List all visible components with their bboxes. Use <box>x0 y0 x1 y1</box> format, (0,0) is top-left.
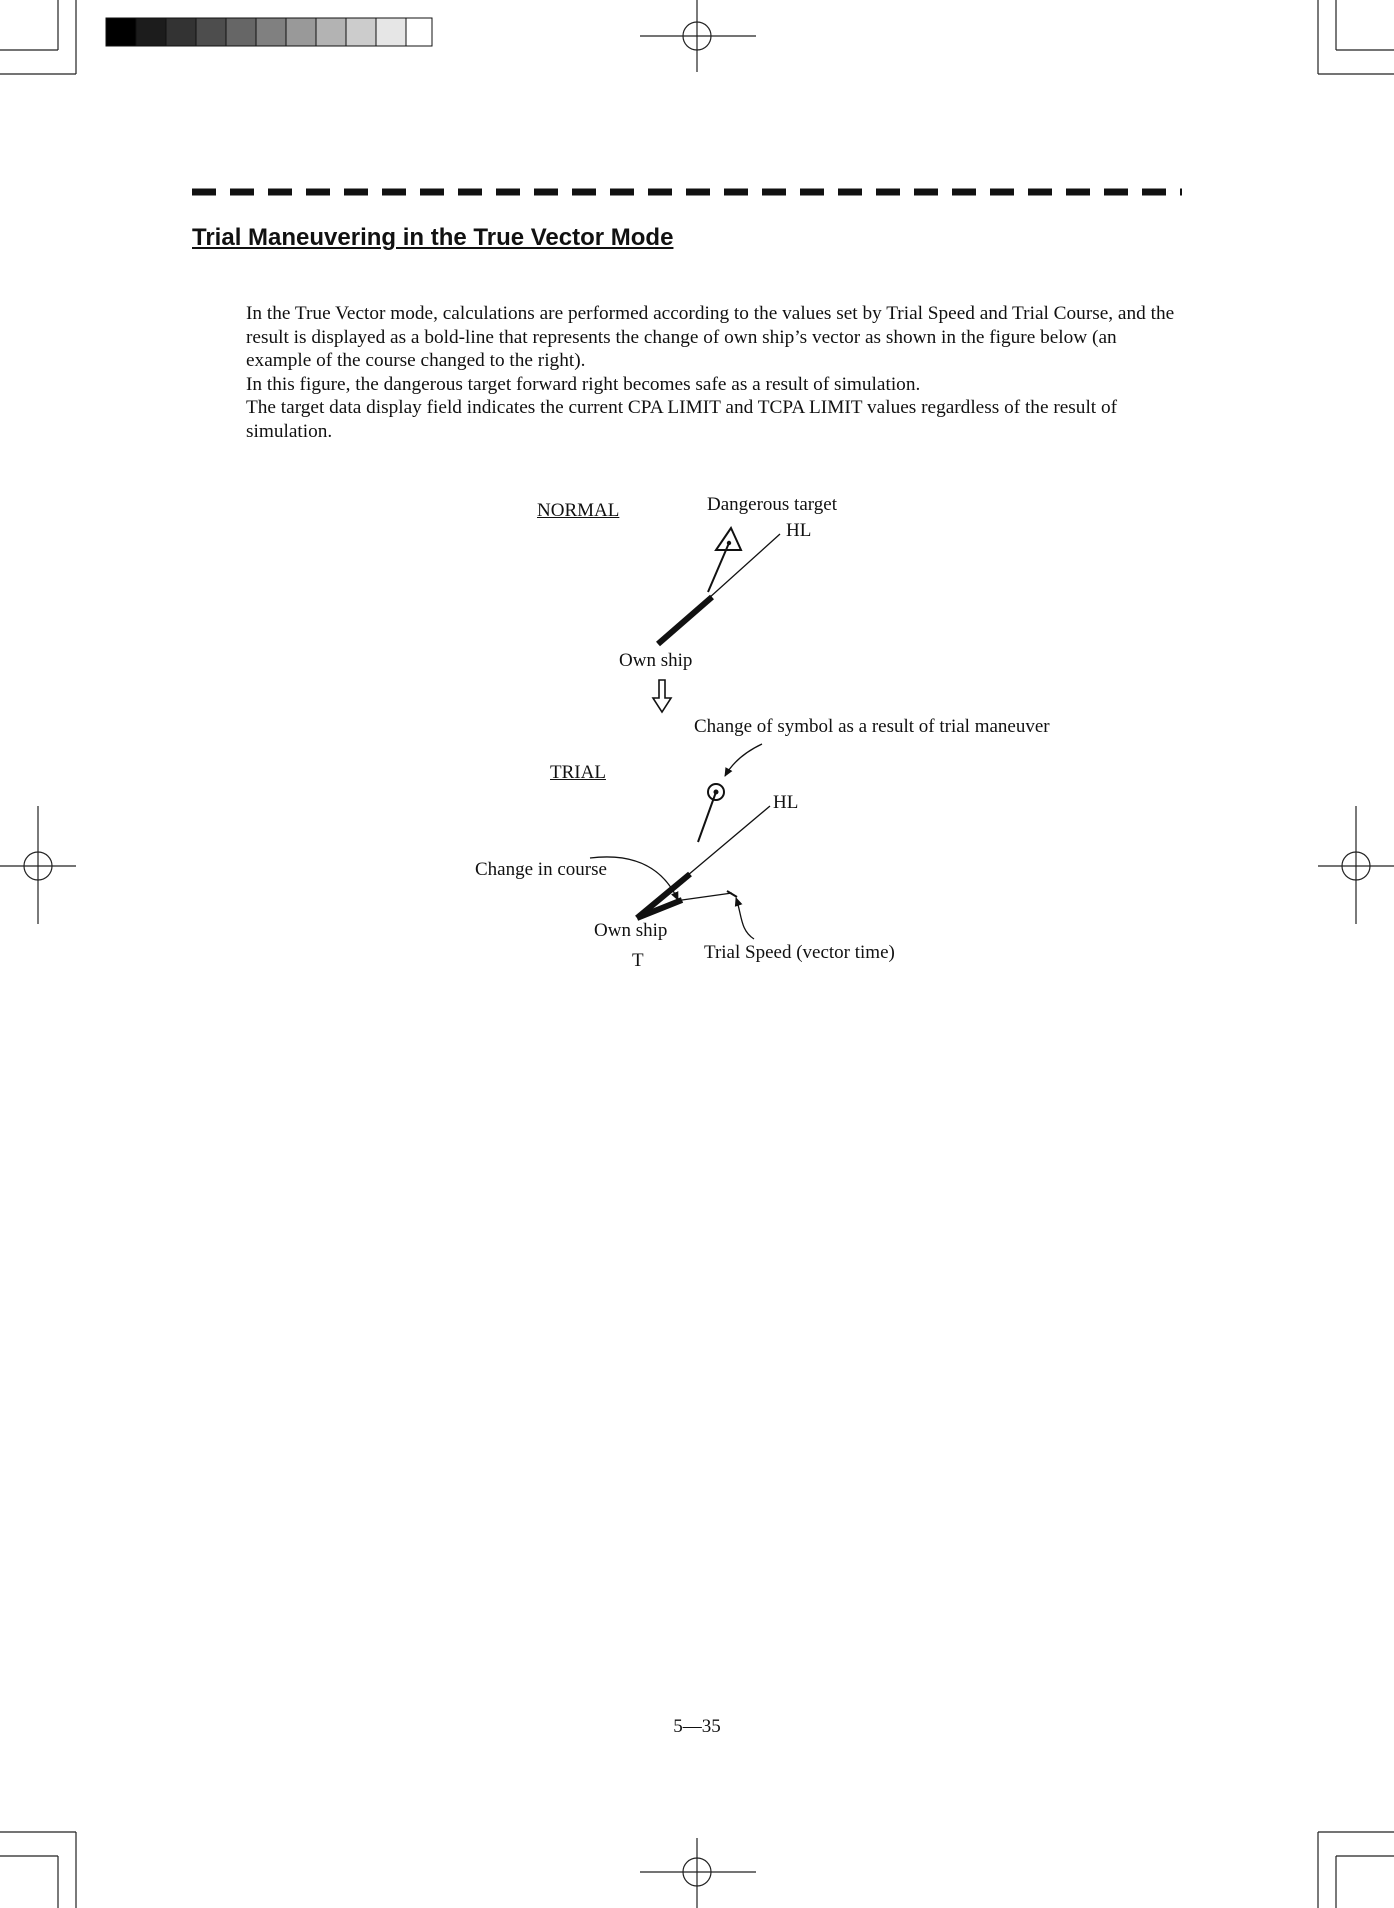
own-ship-label: Own ship <box>619 650 693 671</box>
trial-mode-label: TRIAL <box>550 762 606 783</box>
own-ship-label: Own ship <box>594 920 668 941</box>
symbol-change-label: Change of symbol as a result of trial maneuver <box>694 716 1050 737</box>
dangerous-target-label: Dangerous target <box>707 494 837 515</box>
trial-speed-vector <box>682 893 732 900</box>
hl-label: HL <box>786 520 812 541</box>
symbol-change-leader <box>725 744 762 776</box>
paragraph: In this figure, the dangerous target forward right becomes safe as a result of simulation. <box>246 373 921 395</box>
own-ship-vector <box>637 874 690 918</box>
trial-diagram <box>590 744 770 939</box>
paragraph: The target data display field indicates the current CPA LIMIT and TCPA LIMIT values regardless of the result of simulation. <box>246 397 1118 442</box>
true-mode-t-label: T <box>632 950 644 971</box>
normal-diagram <box>653 528 780 712</box>
target-vector <box>698 792 716 842</box>
page-number: 5—35 <box>673 1716 721 1737</box>
course-change-label: Change in course <box>475 859 607 880</box>
section-title: Trial Maneuvering in the True Vector Mode <box>192 224 674 251</box>
hollow-down-arrow <box>653 680 671 712</box>
trial-speed-label: Trial Speed (vector time) <box>704 942 895 963</box>
own-ship-vector <box>658 597 712 644</box>
normal-mode-label: NORMAL <box>537 500 620 521</box>
hl-label: HL <box>773 792 799 813</box>
trial-speed-leader <box>736 898 754 939</box>
paragraph: In the True Vector mode, calculations are performed according to the values set by Trial Speed and Trial Course, and the result is displayed as a bold-line that represents the change of own ship’s vector as shown in the figure below (an example of the course changed to the right). <box>246 303 1175 372</box>
